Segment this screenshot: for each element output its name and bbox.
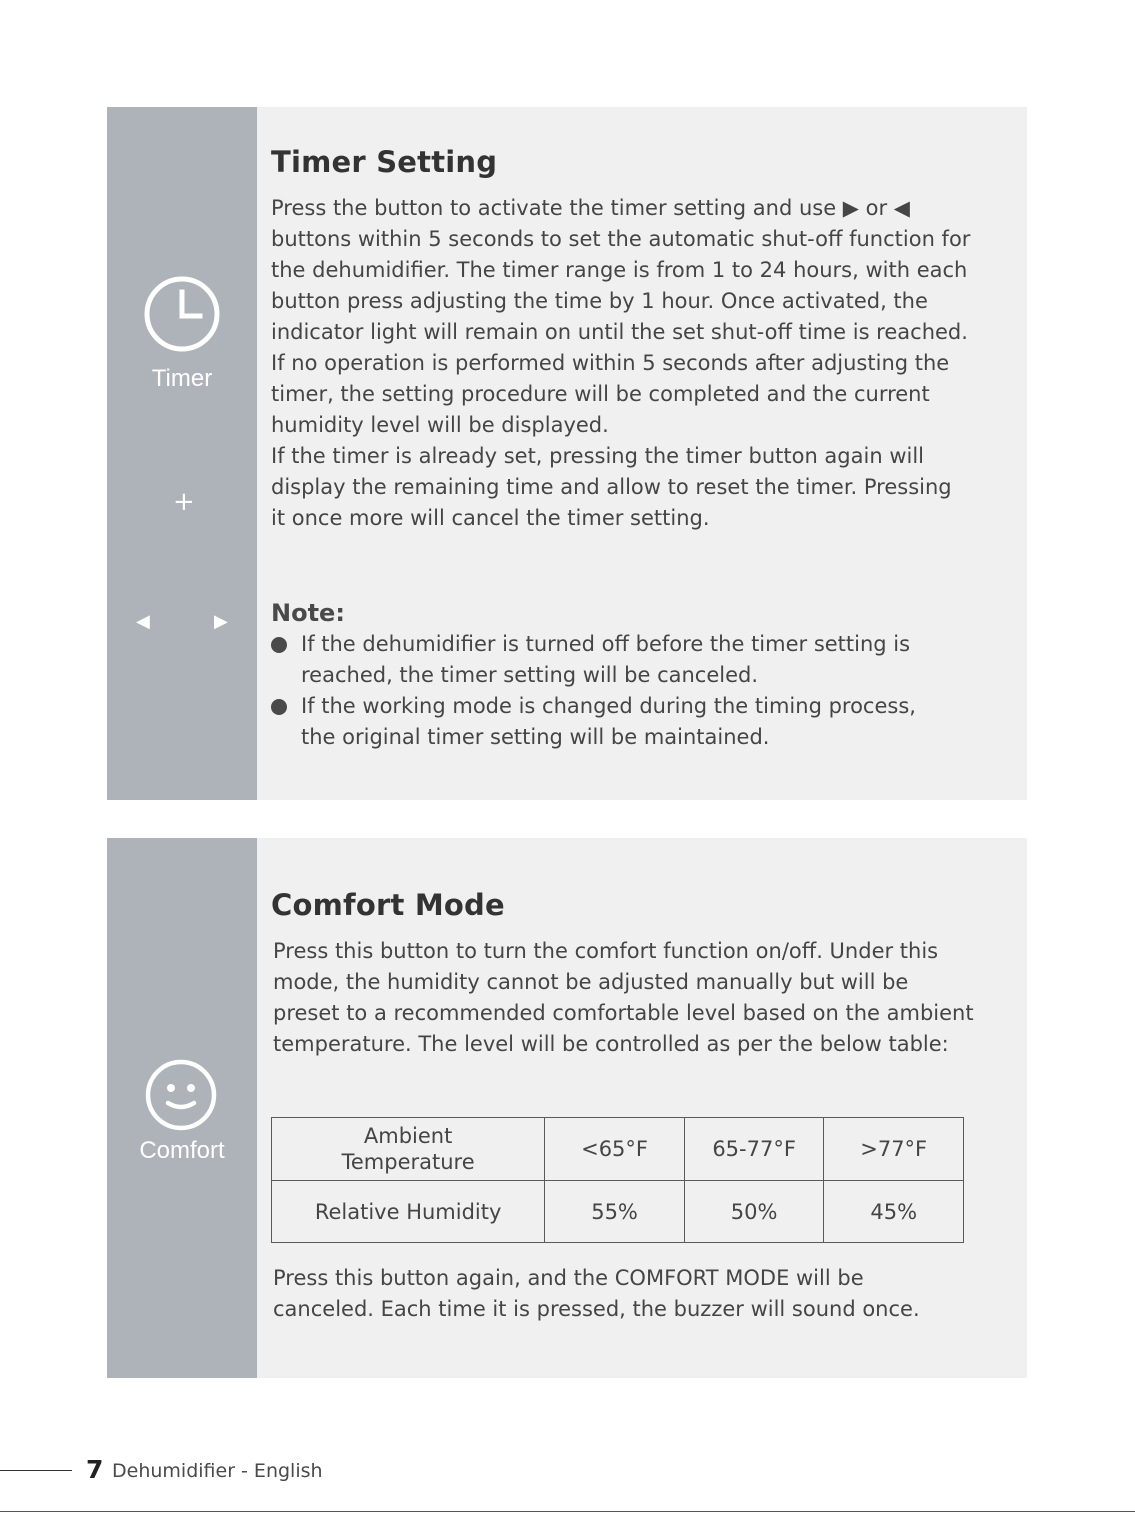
smiley-face-icon	[144, 1058, 218, 1132]
note-list	[271, 629, 1003, 753]
comfort-title-wrap	[271, 888, 1003, 922]
table-cell: <65°F	[545, 1118, 685, 1181]
timer-line: timer, the setting procedure will be completed and the current	[271, 382, 930, 406]
timer-line: button press adjusting the time by 1 hour. Once activated, the	[271, 289, 928, 313]
table-cell: >77°F	[824, 1118, 964, 1181]
comfort-line: canceled. Each time it is pressed, the buzzer will sound once.	[273, 1297, 920, 1321]
comfort-line: temperature. The level will be controlled as per the below table:	[273, 1032, 949, 1056]
table-cell: 55%	[545, 1181, 685, 1243]
bullet-icon	[271, 699, 287, 715]
comfort-mode-panel	[107, 838, 1027, 1378]
bottom-rule	[0, 1511, 1135, 1512]
timer-title: Timer Setting	[271, 145, 498, 179]
timer-line: it once more will cancel the timer setting.	[271, 506, 710, 530]
table-cell: Relative Humidity	[272, 1181, 545, 1243]
comfort-label: Comfort	[139, 1137, 225, 1164]
timer-note	[271, 599, 1003, 753]
footer-text: Dehumidifier - English	[112, 1460, 323, 1482]
clock-icon	[142, 274, 222, 354]
timer-line: indicator light will remain on until the set shut-off time is reached.	[271, 320, 968, 344]
page-number: 7	[86, 1455, 104, 1484]
timer-line: humidity level will be displayed.	[271, 413, 609, 437]
comfort-line: mode, the humidity cannot be adjusted manually but will be	[273, 970, 909, 994]
comfort-description	[273, 936, 1003, 1060]
table-cell: 45%	[824, 1181, 964, 1243]
left-arrow-icon: ◀	[136, 611, 150, 632]
bullet-icon	[271, 637, 287, 653]
plus-icon: +	[173, 487, 195, 517]
table-cell: Ambient Temperature	[272, 1118, 545, 1181]
timer-sidebar	[107, 107, 257, 800]
timer-line: buttons within 5 seconds to set the automatic shut-off function for	[271, 227, 971, 251]
note-item: If the dehumidifier is turned off before the timer setting is reached, the timer setting will be canceled.	[271, 629, 1003, 691]
right-arrow-icon: ▶	[214, 611, 228, 632]
comfort-sidebar	[107, 838, 257, 1378]
comfort-line: Press this button to turn the comfort function on/off. Under this	[273, 939, 939, 963]
comfort-line: preset to a recommended comfortable level based on the ambient	[273, 1001, 974, 1025]
timer-content	[271, 145, 1003, 179]
table-cell: 65-77°F	[684, 1118, 824, 1181]
table-row	[272, 1118, 964, 1181]
comfort-line: Press this button again, and the COMFORT MODE will be	[273, 1266, 864, 1290]
timer-setting-panel	[107, 107, 1027, 800]
table-cell: 50%	[684, 1181, 824, 1243]
timer-label: Timer	[151, 365, 213, 392]
timer-line: display the remaining time and allow to reset the timer. Pressing	[271, 475, 952, 499]
footer-rule	[0, 1470, 72, 1471]
comfort-title: Comfort Mode	[271, 888, 505, 922]
humidity-table	[271, 1117, 964, 1243]
timer-description	[271, 193, 1003, 534]
table-row	[272, 1181, 964, 1243]
timer-line: If the timer is already set, pressing the timer button again will	[271, 444, 924, 468]
timer-line: Press the button to activate the timer setting and use ▶ or ◀	[271, 196, 910, 220]
note-item: If the working mode is changed during the timing process, the original timer setting will be maintained.	[271, 691, 1003, 753]
comfort-cancel-text	[273, 1263, 1003, 1325]
timer-line: the dehumidifier. The timer range is from 1 to 24 hours, with each	[271, 258, 968, 282]
timer-line: If no operation is performed within 5 seconds after adjusting the	[271, 351, 950, 375]
note-title: Note:	[271, 599, 345, 627]
